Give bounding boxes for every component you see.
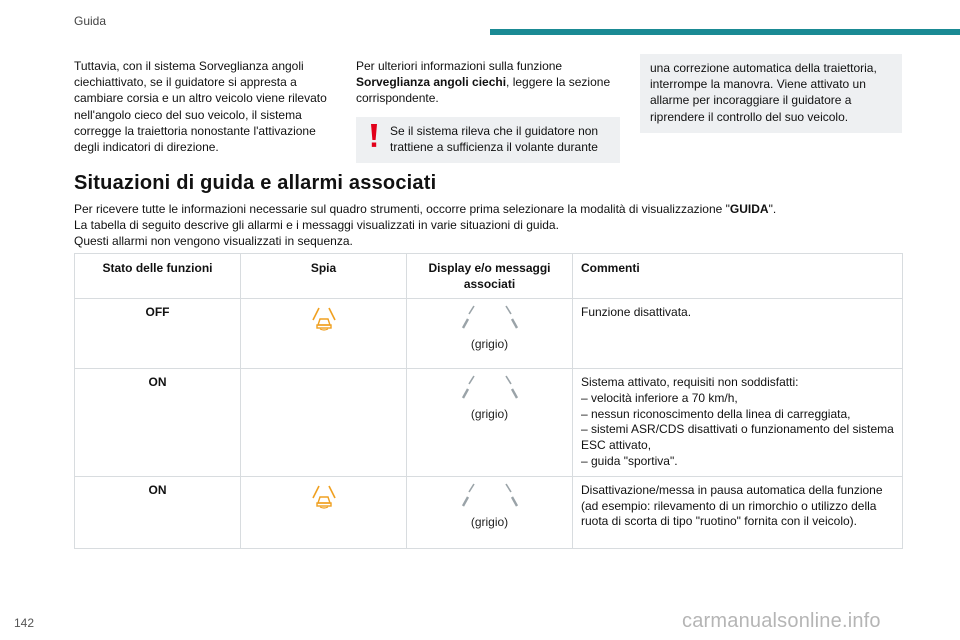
display-caption: (grigio): [470, 407, 509, 421]
comment-line: – velocità inferiore a 70 km/h,: [581, 390, 738, 405]
column-1-text: Tuttavia, con il sistema Sorveglianza angoli ciechiattivato, se il guidatore si appresta a cambiare corsia e un altro veicolo viene rilevato nell'angolo cieco del suo veicolo, il sistema corregge la traiettoria nonostante l'attivazione degli indicatori di direzione.: [74, 59, 327, 155]
watermark: carmanualsonline.info: [682, 610, 881, 632]
display-caption: (grigio): [470, 514, 509, 529]
table-row: [75, 369, 903, 477]
table-row: [75, 476, 903, 548]
row-3-spia: [241, 476, 407, 548]
comment-line: – guida "sportiva".: [581, 453, 678, 468]
row-1-display: [407, 299, 573, 369]
intro-1-after: ".: [768, 202, 777, 216]
table-header-row: [75, 254, 903, 299]
row-2-spia: [241, 369, 407, 477]
row-1-stato: OFF: [75, 299, 241, 369]
column-2-paragraph: [356, 58, 620, 107]
table-row: [75, 299, 903, 369]
row-3-display: [407, 476, 573, 548]
comment-line: – sistemi ASR/CDS disattivati o funzionamento del sistema ESC attivato,: [581, 422, 894, 453]
lane-warning-icon: [311, 305, 337, 331]
lane-lines-icon: [460, 305, 520, 333]
lane-warning-icon: [311, 483, 337, 509]
section-intro: [74, 201, 914, 249]
comment-line: Disattivazione/messa in pausa automatica della funzione (ad esempio: rilevamento di un rimorchio o utilizzo della ruota di scorta di tipo "ruotino" fornita con il veicolo).: [581, 482, 883, 529]
header-stato: Stato delle funzioni: [75, 254, 241, 299]
row-2-stato: ON: [75, 369, 241, 477]
row-3-comments: [573, 476, 903, 548]
intro-1-bold: GUIDA: [729, 202, 769, 216]
column-3-text: una correzione automatica della traiettoria, interrompe la manovra. Viene attivato un allarme per incoraggiare il guidatore a riprendere il controllo del suo veicolo.: [650, 61, 877, 124]
intro-1-before: Per ricevere tutte le informazioni necessarie sul quadro strumenti, occorre prima selezionare la modalità di visualizzazione ": [74, 202, 730, 216]
section-title: Situazioni di guida e allarmi associati: [74, 172, 437, 194]
column-3-note: [640, 54, 902, 133]
page-number: 142: [14, 616, 35, 630]
intro-line-3: Questi allarmi non vengono visualizzati in sequenza.: [74, 234, 353, 248]
column-2: [356, 58, 620, 163]
intro-line-2: La tabella di seguito descrive gli allarmi e i messaggi visualizzati in varie situazioni di guida.: [74, 218, 559, 232]
col2-text-after: , leggere la sezione corrispondente.: [356, 75, 611, 106]
display-caption: (grigio): [470, 337, 509, 351]
comment-line: Funzione disattivata.: [581, 305, 692, 319]
col2-text-before: Per ulteriori informazioni sulla funzione: [356, 59, 563, 73]
col2-text-bold: Sorveglianza angoli ciechi: [356, 75, 507, 90]
comment-line: – nessun riconoscimento della linea di carreggiata,: [581, 406, 851, 421]
situations-table: [74, 253, 903, 549]
row-1-spia: [241, 299, 407, 369]
warning-text: Se il sistema rileva che il guidatore non trattiene a sufficienza il volante durante: [390, 123, 599, 154]
lane-lines-icon: [460, 483, 520, 511]
comment-line: Sistema attivato, requisiti non soddisfatti:: [581, 375, 799, 389]
intro-line-1: [74, 201, 914, 217]
row-2-display: [407, 369, 573, 477]
row-3-stato: ON: [75, 476, 241, 548]
header-spia: Spia: [241, 254, 407, 299]
lane-lines-icon: [460, 375, 520, 403]
row-1-comments: [573, 299, 903, 369]
row-2-comments: [573, 369, 903, 477]
header-display: Display e/o messaggi associati: [407, 254, 573, 299]
header-accent-bar: [490, 29, 960, 35]
header-commenti: Commenti: [573, 254, 903, 299]
running-header: Guida: [74, 14, 107, 28]
exclamation-icon: [366, 123, 382, 149]
warning-box: [356, 117, 620, 163]
